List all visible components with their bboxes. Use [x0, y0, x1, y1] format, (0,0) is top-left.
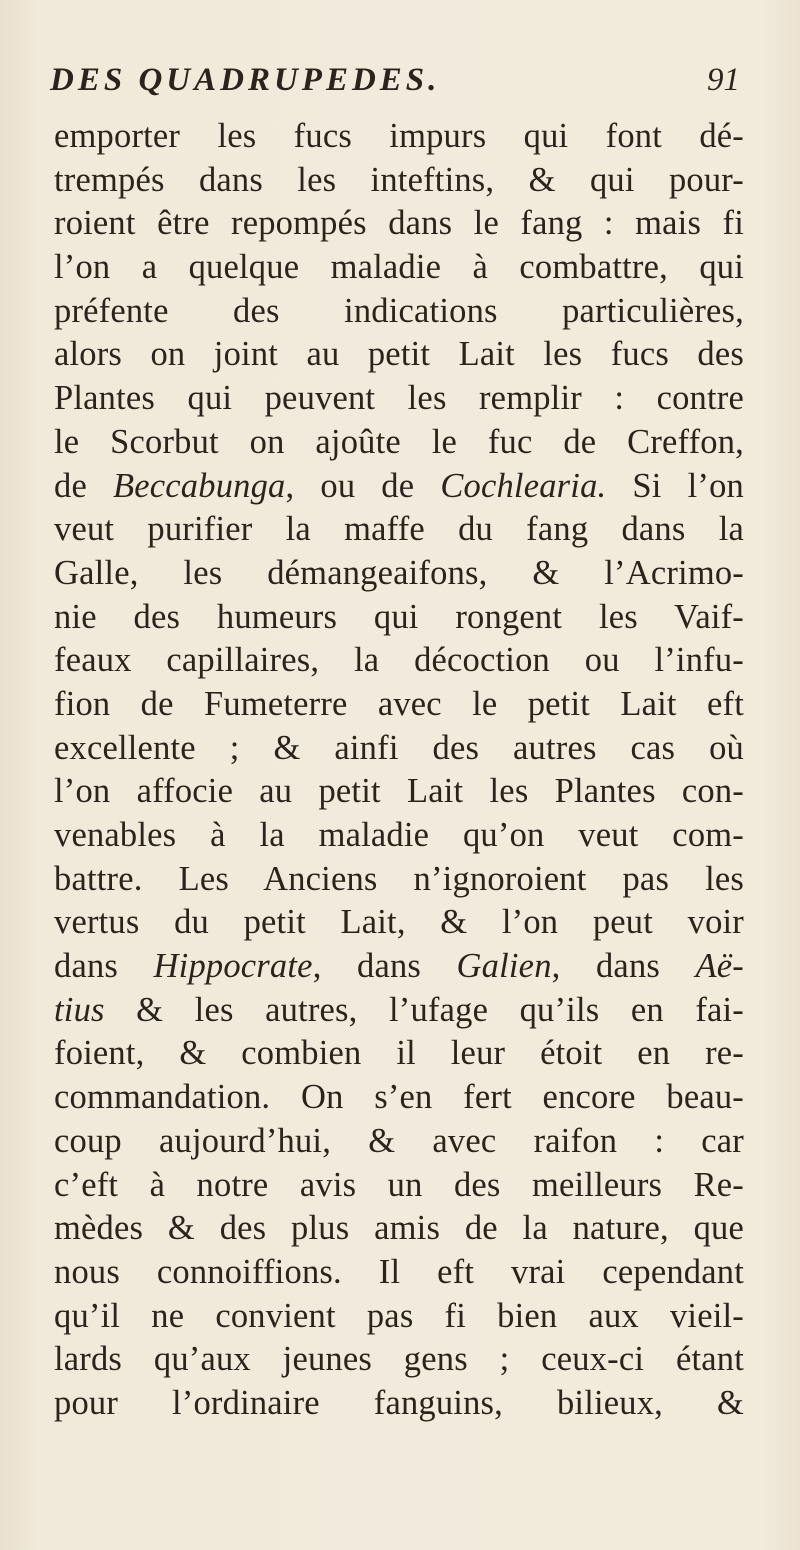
text-run: veut purifier la maffe du fang dans la: [54, 510, 744, 549]
text-line: [54, 1251, 744, 1295]
text-line: [54, 1164, 744, 1208]
text-run: le Scorbut on ajoûte le fuc de Creffon,: [54, 422, 744, 461]
text-run: Si l’on: [606, 466, 744, 505]
text-run: préfente des indications particulières,: [54, 291, 744, 330]
text-line: [54, 639, 744, 683]
text-run: fion de Fumeterre avec le petit Lait eft: [54, 684, 744, 723]
text-line: [54, 727, 744, 771]
text-line: [54, 377, 744, 421]
text-line: [54, 202, 744, 246]
italic-term: Hippocrate: [153, 947, 313, 986]
text-line: [54, 945, 744, 989]
italic-term: Cochlearia.: [440, 466, 607, 505]
body-text: [54, 115, 744, 1426]
text-run: vertus du petit Lait, & l’on peut voir: [54, 903, 744, 942]
text-run: feaux capillaires, la décoction ou l’infu-: [54, 641, 744, 680]
text-run: dans: [54, 947, 154, 986]
page-header: [30, 62, 740, 114]
text-line: [54, 901, 744, 945]
text-line: [54, 770, 744, 814]
text-line: [54, 333, 744, 377]
text-line: [54, 1120, 744, 1164]
text-line: [54, 421, 744, 465]
text-run: l’on affocie au petit Lait les Plantes con-: [54, 772, 744, 811]
text-run: l’on a quelque maladie à combattre, qui: [54, 248, 744, 287]
text-run: c’eft à notre avis un des meilleurs Re-: [54, 1165, 744, 1204]
text-run: , ou de: [285, 466, 441, 505]
text-run: foient, & combien il leur étoit en re-: [54, 1034, 744, 1073]
text-line: [54, 508, 744, 552]
text-line: [54, 1295, 744, 1339]
text-line: [54, 552, 744, 596]
text-line: [54, 683, 744, 727]
text-run: mèdes & des plus amis de la nature, que: [54, 1209, 744, 1248]
text-run: trempés dans les inteftins, & qui pour-: [54, 160, 744, 199]
italic-term: Galien: [456, 947, 552, 986]
text-run: nie des humeurs qui rongent les Vaif-: [54, 597, 744, 636]
text-line: [54, 115, 744, 159]
italic-term: Beccabunga: [113, 466, 286, 505]
text-run: & les autres, l’ufage qu’ils en fai-: [104, 990, 744, 1029]
text-line: [54, 1076, 744, 1120]
text-line: [54, 989, 744, 1033]
text-run: roient être repompés dans le fang : mais fi: [54, 204, 744, 243]
running-title: DES QUADRUPEDES.: [50, 62, 441, 98]
text-line: [54, 596, 744, 640]
text-run: emporter les fucs impurs qui font dé-: [54, 117, 744, 155]
text-line: [54, 858, 744, 902]
text-run: Galle, les démangeaifons, & l’Acrimo-: [54, 553, 744, 592]
text-run: alors on joint au petit Lait les fucs des: [54, 335, 744, 374]
text-line: [54, 159, 744, 203]
text-run: lards qu’aux jeunes gens ; ceux-ci étant: [54, 1340, 744, 1379]
text-line: [54, 246, 744, 290]
text-run: battre. Les Anciens n’ignoroient pas les: [54, 859, 744, 898]
text-run: qu’il ne convient pas fi bien aux vieil-: [54, 1296, 744, 1335]
text-line: [54, 1382, 744, 1426]
italic-term: Aë-: [695, 947, 744, 986]
text-run: venables à la maladie qu’on veut com-: [54, 816, 744, 854]
text-run: , dans: [312, 947, 457, 986]
text-run: , dans: [551, 947, 696, 986]
text-run: de: [54, 466, 113, 505]
text-line: [54, 1032, 744, 1076]
text-run: commandation. On s’en fert encore beau-: [54, 1078, 744, 1117]
text-run: Plantes qui peuvent les remplir : contre: [54, 379, 744, 418]
text-line: [54, 465, 744, 509]
text-line: [54, 814, 744, 858]
text-line: [54, 290, 744, 334]
text-line: [54, 1338, 744, 1382]
page-number: 91: [707, 62, 740, 98]
text-line: [54, 1207, 744, 1251]
text-run: nous connoiffions. Il eft vrai cependant: [54, 1252, 744, 1291]
text-run: pour l’ordinaire fanguins, bilieux, &: [54, 1383, 744, 1422]
italic-term: tius: [54, 990, 105, 1029]
text-run: coup aujourd’hui, & avec raifon : car: [54, 1121, 744, 1160]
text-run: excellente ; & ainfi des autres cas où: [54, 728, 744, 767]
